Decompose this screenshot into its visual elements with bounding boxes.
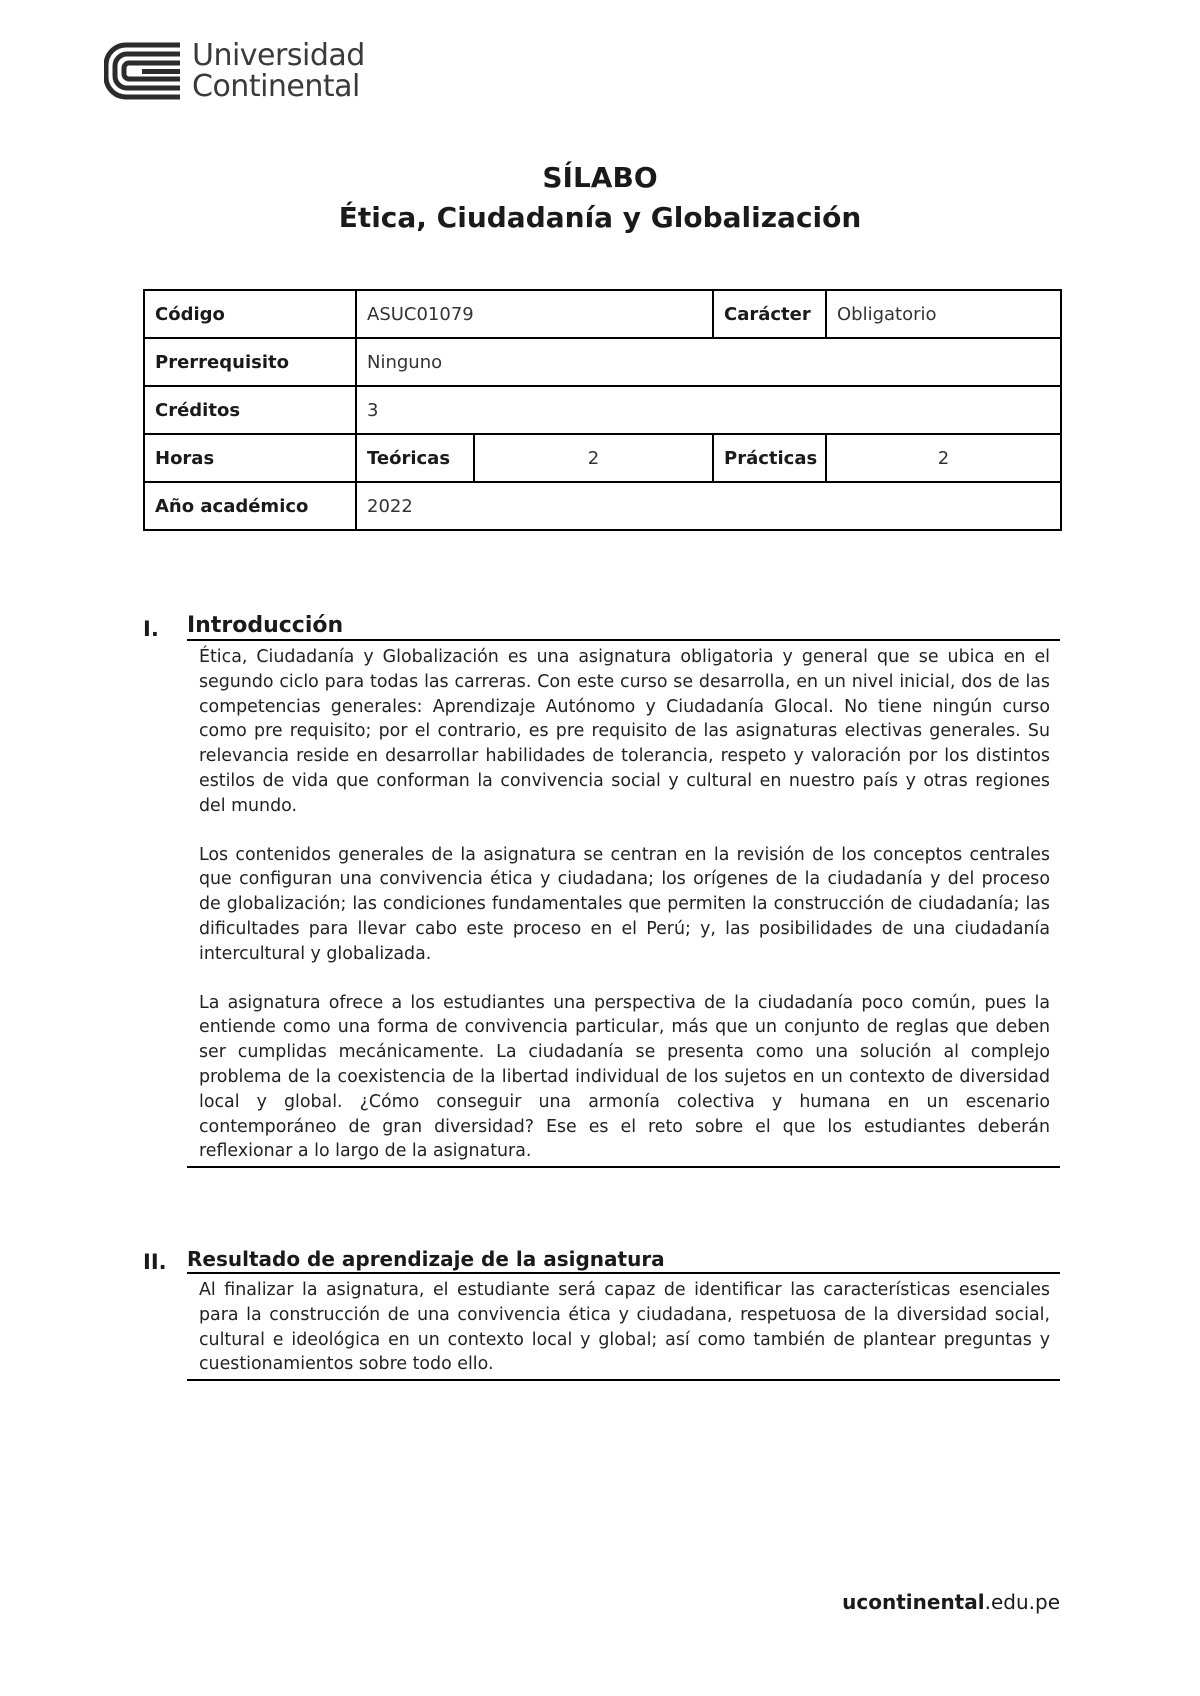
paragraph: Los contenidos generales de la asignatura se centran en la revisión de los conceptos centrales que configuran una convivencia ética y ciudadana; los orígenes de la ciudadanía y del proceso de globalización; las condiciones fundamentales que permiten la construcción de ciudadanía; las dificultades para llevar cabo este proceso en el Perú; y, las posibilidades de una ciudadanía intercultural y globalizada. — [199, 844, 1050, 964]
section-heading — [143, 1244, 1060, 1274]
codigo-value: ASUC01079 — [356, 290, 713, 338]
practicas-value: 2 — [826, 434, 1061, 482]
logo-line-2: Continental — [192, 69, 360, 104]
logo-line-1: Universidad — [192, 38, 365, 73]
footer-domain: .edu.pe — [984, 1590, 1060, 1614]
course-info-table — [143, 289, 1062, 531]
table-row — [144, 482, 1061, 530]
section-number: I. — [143, 617, 159, 641]
caracter-value: Obligatorio — [826, 290, 1061, 338]
table-row — [144, 338, 1061, 386]
paragraph: La asignatura ofrece a los estudiantes una perspectiva de la ciudadanía poco común, pues la entiende como una forma de convivencia particular, más que un conjunto de reglas que deben ser cumplidas mecánicamente. La ciudadanía se presenta como una solución al complejo problema de la coexistencia de la libertad individual de los sujetos en un contexto de diversidad local y global. ¿Cómo conseguir una armonía colectiva y humana en un escenario contemporáneo de gran diversidad? Ese es el reto sobre el que los estudiantes deberán reflexionar a lo largo de la asignatura. — [199, 992, 1050, 1162]
table-row — [144, 434, 1061, 482]
table-row — [144, 386, 1061, 434]
caracter-label: Carácter — [713, 290, 826, 338]
course-title: Ética, Ciudadanía y Globalización — [338, 201, 862, 234]
teoricas-value: 2 — [474, 434, 713, 482]
footer-url — [842, 1590, 1060, 1614]
section-number: II. — [143, 1250, 167, 1274]
title-main: SÍLABO — [542, 161, 658, 194]
prerrequisito-label: Prerrequisito — [144, 338, 356, 386]
section-title: Introducción — [187, 613, 1060, 641]
table-row — [144, 290, 1061, 338]
document-title — [0, 158, 1200, 238]
section-title: Resultado de aprendizaje de la asignatura — [187, 1246, 1060, 1274]
creditos-label: Créditos — [144, 386, 356, 434]
anio-label: Año académico — [144, 482, 356, 530]
paragraph: Ética, Ciudadanía y Globalización es una asignatura obligatoria y general que se ubica en el segundo ciclo para todas las carreras. Con este curso se desarrolla, en un nivel inicial, dos de las competencias generales: Aprendizaje Autónomo y Ciudadanía Glocal. No tiene ningún curso como pre requisito; por el contrario, es pre requisito de las asignaturas electivas generales. Su relevancia reside en desarrollar habilidades de tolerancia, respeto y valoración por los distintos estilos de vida que conforman la convivencia social y cultural en nuestro país y otras regiones del mundo. — [199, 647, 1050, 816]
section-introduccion — [143, 611, 1060, 1168]
practicas-label: Prácticas — [713, 434, 826, 482]
footer-brand: ucontinental — [842, 1590, 985, 1614]
horas-label: Horas — [144, 434, 356, 482]
section-heading — [143, 611, 1060, 641]
anio-value: 2022 — [356, 482, 1061, 530]
logo-wordmark — [192, 40, 365, 102]
creditos-value: 3 — [356, 386, 1061, 434]
section-body — [187, 1274, 1060, 1381]
paragraph: Al finalizar la asignatura, el estudiante será capaz de identificar las características esenciales para la construcción de una convivencia ética y ciudadana, respetuosa de la diversidad social, cultural e ideológica en un contexto local y global; así como también de plantear preguntas y cuestionamientos sobre todo ello. — [199, 1280, 1050, 1375]
section-resultado — [143, 1244, 1060, 1381]
university-logo — [104, 40, 365, 102]
continental-c-icon — [104, 41, 180, 101]
teoricas-label: Teóricas — [356, 434, 474, 482]
section-body — [187, 641, 1060, 1168]
prerrequisito-value: Ninguno — [356, 338, 1061, 386]
codigo-label: Código — [144, 290, 356, 338]
